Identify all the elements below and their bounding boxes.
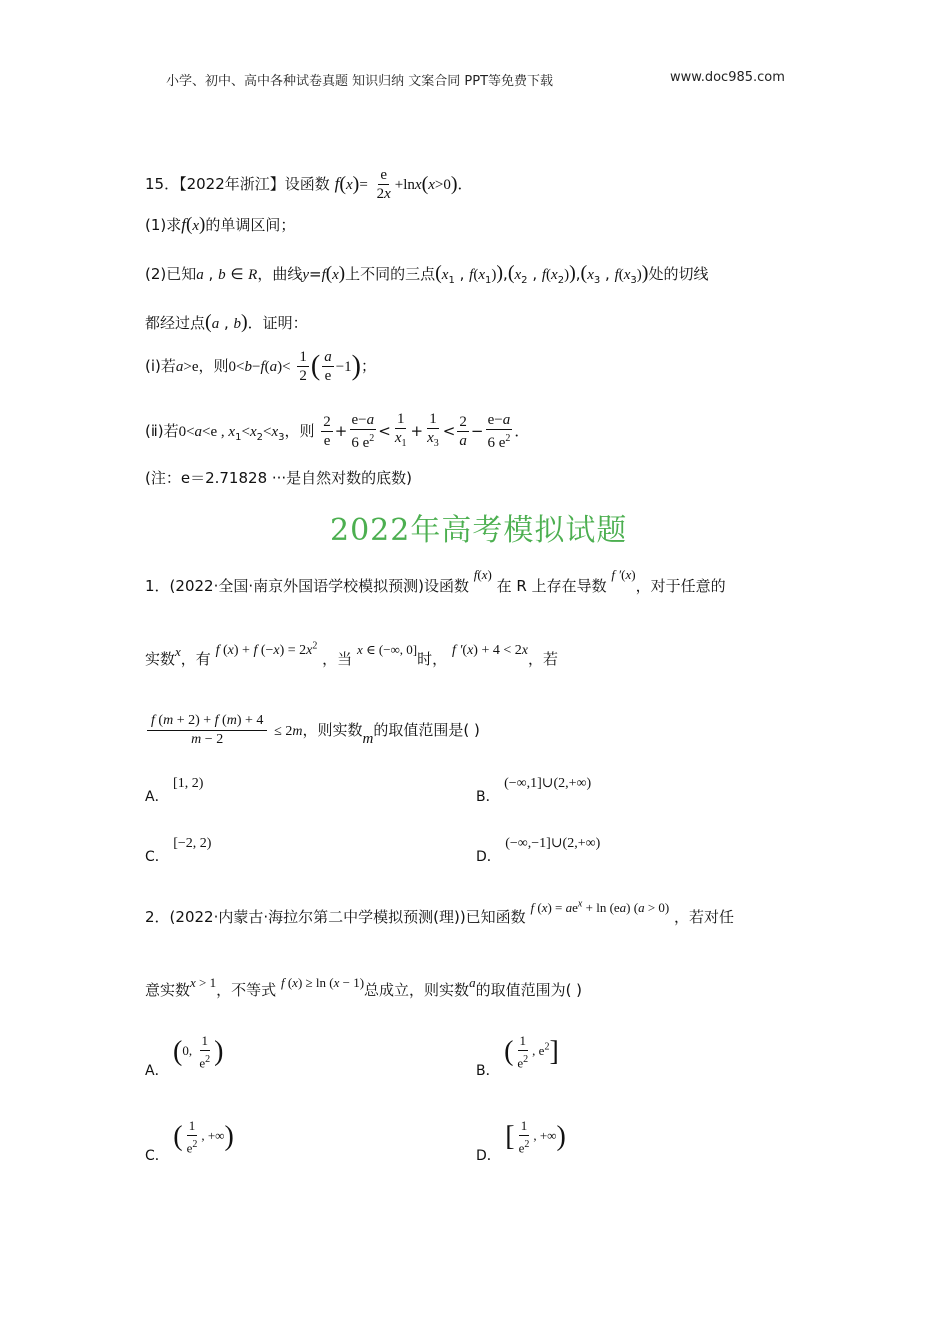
q2-option-c[interactable]: [145, 1118, 234, 1177]
q2-option-d[interactable]: [476, 1118, 566, 1177]
q1-option-b-value: (−∞,1]∪(2,+∞): [504, 776, 592, 791]
q15-note: (注：e＝2.71828 ···是自然对数的底数): [145, 469, 413, 487]
q1-line1: 1．(2022·全国·南京外国语学校模拟预测)设函数 f(x) 在 R 上存在导数 f ′(x)，对于任意的: [145, 567, 726, 595]
q15-part1-suffix: 的单调区间；: [205, 216, 296, 234]
q1-option-d[interactable]: [476, 836, 601, 866]
q1-line3-a: ，则实数: [302, 721, 363, 739]
q1-option-a[interactable]: [145, 776, 204, 806]
q1-line1-b: 在 R 上存在导数: [496, 577, 607, 595]
q15-part1: (1)求f(x)的单调区间；: [145, 214, 296, 235]
q1-line1-c: ，对于任意的: [635, 577, 726, 595]
q15-part2-prefix: (2)已知: [145, 265, 197, 283]
q15-part2-line2: 都经过点(a , b)．证明：: [145, 311, 308, 333]
q1-line2-c: ，当: [322, 650, 353, 668]
q15-part2-cond: ，曲线: [257, 265, 303, 283]
q2-option-d-value: [ $\frac{1}{e^2}$ , +∞): [505, 1118, 566, 1156]
q15-fraction: $\frac{e}{2x}$: [376, 167, 391, 202]
q15-sub-ii: (ⅱ)若0<a<e , $x_1<x_2<x_3$，则 $\frac{2}{e}$ + $\frac{e-a}{6 e^2}$ < $\frac{1}{x_1}$ + $\frac{1}{x_3}$ < $\frac{2}{a}$ − $\frac{e-a}{6 e^2}$ ．: [145, 411, 530, 451]
q1-option-a-label: A．: [145, 789, 169, 805]
q15-part1-prefix: (1)求: [145, 216, 182, 234]
q15-function: f: [334, 174, 340, 193]
section-title: 2022年高考模拟试题: [330, 513, 628, 548]
q1-source: (2022·全国·南京外国语学校模拟预测): [169, 577, 424, 595]
q2-option-d-label: D．: [476, 1148, 501, 1165]
q15-sub-ii-prefix: (ⅱ)若: [145, 422, 179, 440]
q2-line2-a: 意实数: [145, 981, 191, 999]
q15-stem: 15．【2022年浙江】设函数 f(x)= $\frac{e}{2x}$ +lnx(x>0)．: [145, 167, 473, 202]
q2-option-b[interactable]: [476, 1033, 559, 1092]
q2-option-a[interactable]: [145, 1033, 224, 1092]
q1-line2-b: ，有: [180, 650, 211, 668]
q1-option-c-value: [−2, 2): [173, 836, 212, 851]
q1-line2-d: 时，: [417, 650, 448, 668]
q15-source: 【2022年浙江】: [179, 175, 285, 193]
q15-sub-i-then: ，则: [198, 357, 229, 375]
q1-line2: 实数x，有 f (x) + f $(-x) = 2x^2$ ，当 x ∈ (−∞, 0]时， f ′(x) + 4 < 2x，若: [145, 640, 558, 668]
q15-sub-ii-then: ，则: [284, 422, 315, 440]
q2-line2-d: 的取值范围为( ): [475, 981, 583, 999]
q1-line2-a: 实数: [145, 650, 176, 668]
q15-sub-i-prefix: (ⅰ)若: [145, 357, 176, 375]
q15-part2-mid: 上不同的三点: [345, 265, 436, 283]
q15-part2-line2-end: ．证明：: [247, 314, 308, 332]
q2-line1: 2．(2022·内蒙古·海拉尔第二中学模拟预测(理))已知函数 f $(x) = ae^x + \ln (ea) (a > 0)$ ，若对任: [145, 898, 735, 926]
q15-part2-line1: (2)已知a , b ∈ R，曲线y=f(x)上不同的三点($x_1$ , $f(x_1)),(x_2$ , $f(x_2)),(x_3$ , $f(x_3)$)处的切线: [145, 262, 709, 286]
q2-line2-b: ，不等式: [216, 981, 277, 999]
q15-sub-i: (ⅰ)若a>e，则0<b−f(a)< $\frac{1}{2}$ ( $\frac{a}{e}$ −1)；: [145, 349, 377, 384]
q1-number: 1．: [145, 577, 170, 595]
q1-option-d-label: D．: [476, 849, 501, 865]
q1-option-c-label: C．: [145, 849, 169, 865]
q2-number: 2．: [145, 908, 170, 926]
q1-option-d-value: (−∞,−1]∪(2,+∞): [505, 836, 601, 851]
header-text: 小学、初中、高中各种试卷真题 知识归纳 文案合同 PPT等免费下载: [166, 74, 554, 89]
q2-line1-a: 已知函数: [465, 908, 526, 926]
header-site[interactable]: www.doc985.com: [670, 70, 785, 85]
q2-option-c-value: ( $\frac{1}{e^2}$ , +∞): [173, 1118, 234, 1156]
q1-option-b-label: B．: [476, 789, 500, 805]
q2-line2: 意实数x > 1，不等式 f (x) ≥ ln (x − 1)总成立，则实数a的取值范围为( ): [145, 975, 583, 999]
q2-option-b-value: ( $\frac{1}{e^2}$ , $e^2$]: [504, 1033, 559, 1071]
q2-option-a-value: (0, $\frac{1}{e^2}$ ): [173, 1033, 224, 1071]
q2-option-b-label: B．: [476, 1063, 500, 1080]
q1-line1-a: 设函数: [423, 577, 469, 595]
q1-line3-b: 的取值范围是( ): [373, 721, 480, 739]
q15-number: 15．: [145, 175, 180, 193]
q15-part2-line2-text: 都经过点: [145, 314, 206, 332]
q1-line3: $\frac{f (m + 2) + f (m) + 4}{m - 2}$ ≤ 2m，则实数m的取值范围是( ): [145, 712, 480, 749]
q15-part2-suffix: 处的切线: [648, 265, 709, 283]
q2-line2-c: 总成立，则实数: [364, 981, 470, 999]
q2-option-c-label: C．: [145, 1148, 169, 1165]
q1-option-a-value: [1, 2): [173, 776, 204, 791]
q1-line2-e: ，若: [527, 650, 558, 668]
q15-intro: 设函数: [284, 175, 330, 193]
q2-source: (2022·内蒙古·海拉尔第二中学模拟预测(理)): [169, 908, 466, 926]
q2-line1-b: ，若对任: [674, 908, 735, 926]
q1-option-c[interactable]: [145, 836, 212, 866]
q2-option-a-label: A．: [145, 1063, 169, 1080]
q1-option-b[interactable]: [476, 776, 592, 806]
